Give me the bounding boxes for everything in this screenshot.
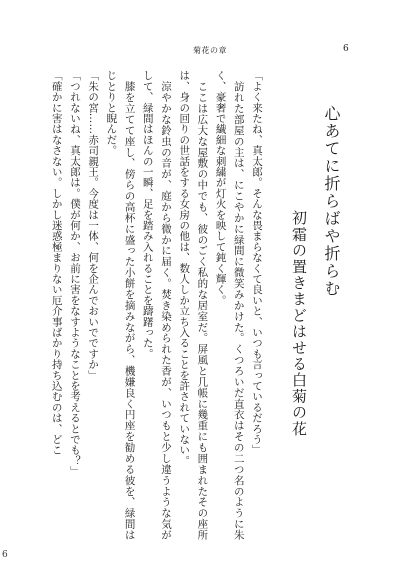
running-header-page-number: 6	[343, 44, 349, 54]
paragraph: 膝を立てて座し、傍らの高杯に盛った小餅を摘みながら、機嫌良く円座を勧める彼を、緑間はじとりと睨んだ。	[105, 70, 136, 540]
paragraph: 「よく来たね、真太郎。そんな畏まらなくて良いと、いつも言っているだろう」	[251, 70, 263, 456]
paragraph: 訪れた部屋の主は、にこやかに緑間に微笑みかけた。くつろいだ直衣はその二つ名のように朱く、豪奢で繊細な刺繍が灯火を映して鈍く輝く。	[214, 70, 245, 540]
paragraph: ここは広大な屋敷の中でも、彼のごく私的な居室だ。屏風と几帳に幾重にも囲まれたその座所は、身の回りの世話をする女房の他は、数人しか立ち入ることを許されていない。	[178, 70, 209, 540]
corner-page-number: 6	[2, 550, 8, 560]
chapter-subtitle: 初霜の置きまどはせる白菊の花	[290, 210, 308, 437]
running-header-chapter: 菊花の章	[193, 46, 227, 55]
body-text	[48, 70, 266, 540]
paragraph: 「確かに害はなさない。しかし迷惑極まりない厄介事ばかり持ち込むのは、どこ	[50, 70, 63, 456]
paragraph: 「つれないね、真太郎は。僕が何か、お前に害をなすようなことを考えるとでも？」	[68, 70, 81, 477]
chapter-title: 心あてに折らばや折らむ	[322, 105, 341, 298]
paragraph: 涼やかな鈴虫の音が、庭から微かに届く。焚き染められた香が、いつもと少し違うような気がして、緑間はほんの一瞬、足を踏み入れることを躊躇った。	[141, 70, 172, 540]
paragraph: 「朱の宮……赤司親王。今度は一体、何を企んでおいでですか」	[87, 70, 100, 381]
page-body	[42, 70, 342, 540]
